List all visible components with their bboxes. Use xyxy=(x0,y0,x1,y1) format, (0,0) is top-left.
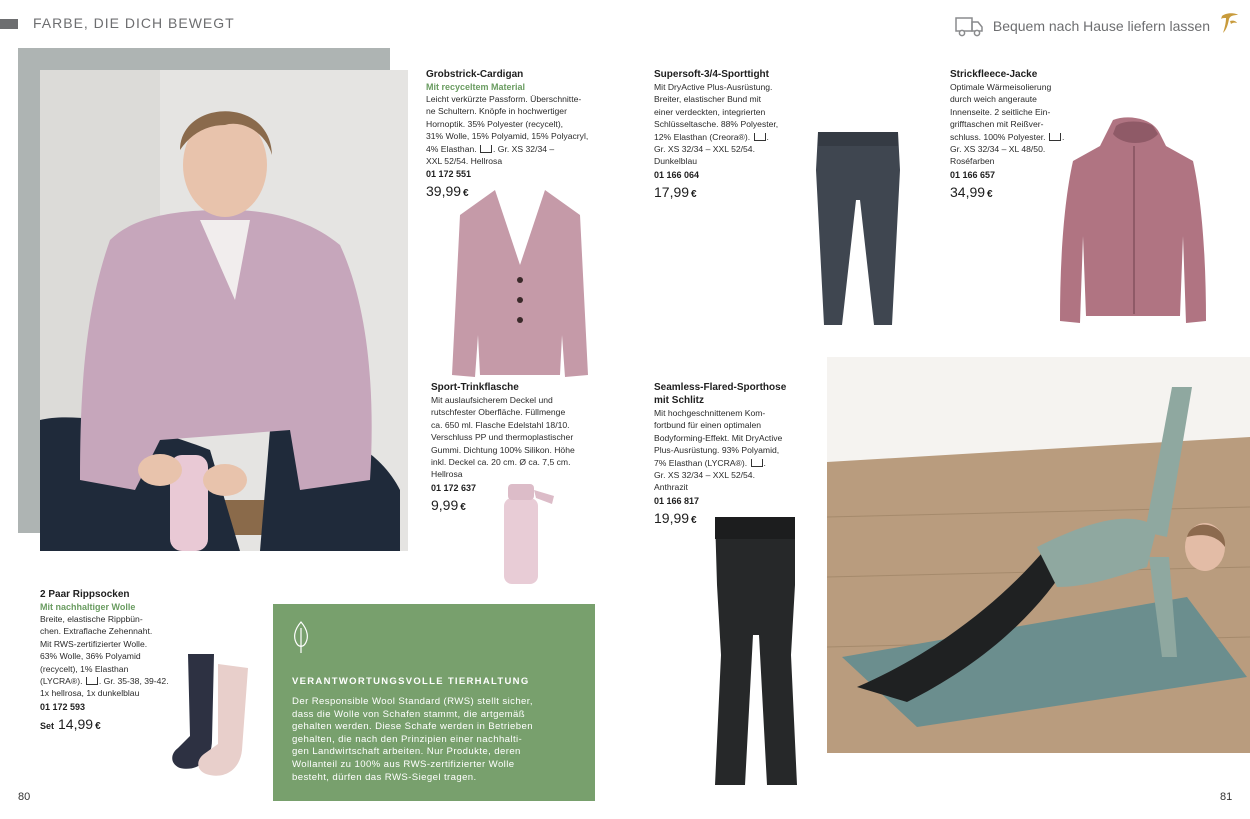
article-number: 01 166 064 xyxy=(654,169,700,180)
product-cardigan xyxy=(426,68,626,203)
product-name: Sport-Trinkflasche xyxy=(431,382,519,393)
product-name: Seamless-Flared-Sporthose mit Schlitz xyxy=(654,382,787,406)
model-photo-yoga xyxy=(827,357,1250,753)
washing-care-icon xyxy=(751,459,763,467)
product-name: Strickfleece-Jacke xyxy=(950,69,1038,80)
info-box-text: Der Responsible Wool Standard (RWS) stellt sicher, dass die Wolle von Schafen stammt, die artgemäß gehalten werden. Diese Schafe werden in Betrieben gehalten, die nach den Prinzipien einer nachhalti- gen Landwirtschaft arbeiten. Nur Produkte, deren Wollanteil zu 100% aus RWS-zertifizierter Wolle besteht, dürfen das RWS-Siegel tragen. xyxy=(292,696,533,783)
tchibo-logo-icon xyxy=(1218,11,1240,35)
product-price: 17,99 € xyxy=(654,183,697,200)
drink-bottle-image xyxy=(496,480,562,588)
info-box-animal-welfare xyxy=(273,604,595,801)
washing-care-icon xyxy=(480,145,492,153)
article-number: 01 172 637 xyxy=(431,482,477,493)
product-name: 2 Paar Rippsocken xyxy=(40,589,130,600)
product-subtitle: Mit nachhaltiger Wolle xyxy=(40,602,136,612)
socks-image xyxy=(168,650,260,782)
product-subtitle: Mit recyceltem Material xyxy=(426,82,526,92)
product-price: 9,99 € xyxy=(431,496,466,513)
product-description: Mit hochgeschnittenem Kom- fortbund für einen optimalen Bodyforming-Effekt. Mit DryActive Plus-Ausrüstung. 93% Polyamid, 7% Elasthan (LYCRA®). . Gr. XS 32/34 – XXL 52/54. Anthrazit xyxy=(654,408,783,493)
header-accent-bar xyxy=(0,19,18,29)
sporttight-image xyxy=(812,130,904,328)
washing-care-icon xyxy=(754,133,766,141)
info-box-title: VERANTWORTUNGSVOLLE TIERHALTUNG xyxy=(292,676,530,687)
product-name: Supersoft-3/4-Sporttight xyxy=(654,69,769,80)
product-description: Mit auslaufsicherem Deckel und rutschfester Oberfläche. Füllmenge ca. 650 ml. Flasche Edelstahl 18/10. Verschluss PP und thermoplastischer Gummi. Dichtung 100% Silikon. Höhe inkl. Deckel ca. 20 cm. Ø ca. 7,5 cm. Hellrosa xyxy=(431,395,575,480)
product-price: Set 14,99 € xyxy=(40,715,101,732)
product-price: 19,99 € xyxy=(654,509,697,526)
product-name: Grobstrick-Cardigan xyxy=(426,69,524,80)
fleece-jacket-image xyxy=(1058,116,1208,326)
article-number: 01 172 593 xyxy=(40,701,86,712)
flared-pants-image xyxy=(709,515,801,787)
product-description: Optimale Wärmeisolierung durch weich angeraute Innenseite. 2 seitliche Ein- grifftaschen mit Reißver- schluss. 100% Polyester. . Gr. XS 32/34 – XL 48/50. Roséfarben xyxy=(950,82,1065,167)
cardigan-image xyxy=(450,185,590,380)
product-sporttight xyxy=(654,68,804,204)
delivery-text: Bequem nach Hause liefern lassen xyxy=(992,18,1210,34)
product-description: Breite, elastische Rippbün- chen. Extraflache Zehennaht. Mit RWS-zertifizierter Wolle. 63% Wolle, 36% Polyamid (recycelt), 1% Elasthan (LYCRA®). . Gr. 35-38, 39-42. 1x hellrosa, 1x dunkelblau xyxy=(40,614,169,699)
product-flared-pants xyxy=(654,381,819,530)
product-price: 34,99 € xyxy=(950,183,993,200)
article-number: 01 172 551 xyxy=(426,169,472,180)
model-photo-cardigan xyxy=(40,70,408,551)
delivery-banner xyxy=(955,15,1210,37)
washing-care-icon xyxy=(86,677,98,685)
page-number-left: 80 xyxy=(18,791,31,803)
page-number-right: 81 xyxy=(1220,791,1233,803)
leaf-icon xyxy=(291,620,311,654)
article-number: 01 166 657 xyxy=(950,169,996,180)
article-number: 01 166 817 xyxy=(654,495,700,506)
section-title: FARBE, DIE DICH BEWEGT xyxy=(33,15,235,31)
product-description: Leicht verkürzte Passform. Überschnitte- ne Schultern. Knöpfe in hochwertiger Hornoptik. 35% Polyester (recycelt), 31% Wolle, 15% Polyamid, 15% Polyacryl, 4% Elasthan. . Gr. XS 32/34 – XXL 52/54. Hellrosa xyxy=(426,94,589,167)
product-description: Mit DryActive Plus-Ausrüstung. Breiter, elastischer Bund mit einer verdeckten, integrierten Schlüsseltasche. 88% Polyester, 12% Elasthan (Creora®). . Gr. XS 32/34 – XXL 52/54. Dunkelblau xyxy=(654,82,779,167)
truck-icon xyxy=(955,15,983,37)
product-price: 39,99 € xyxy=(426,183,469,200)
